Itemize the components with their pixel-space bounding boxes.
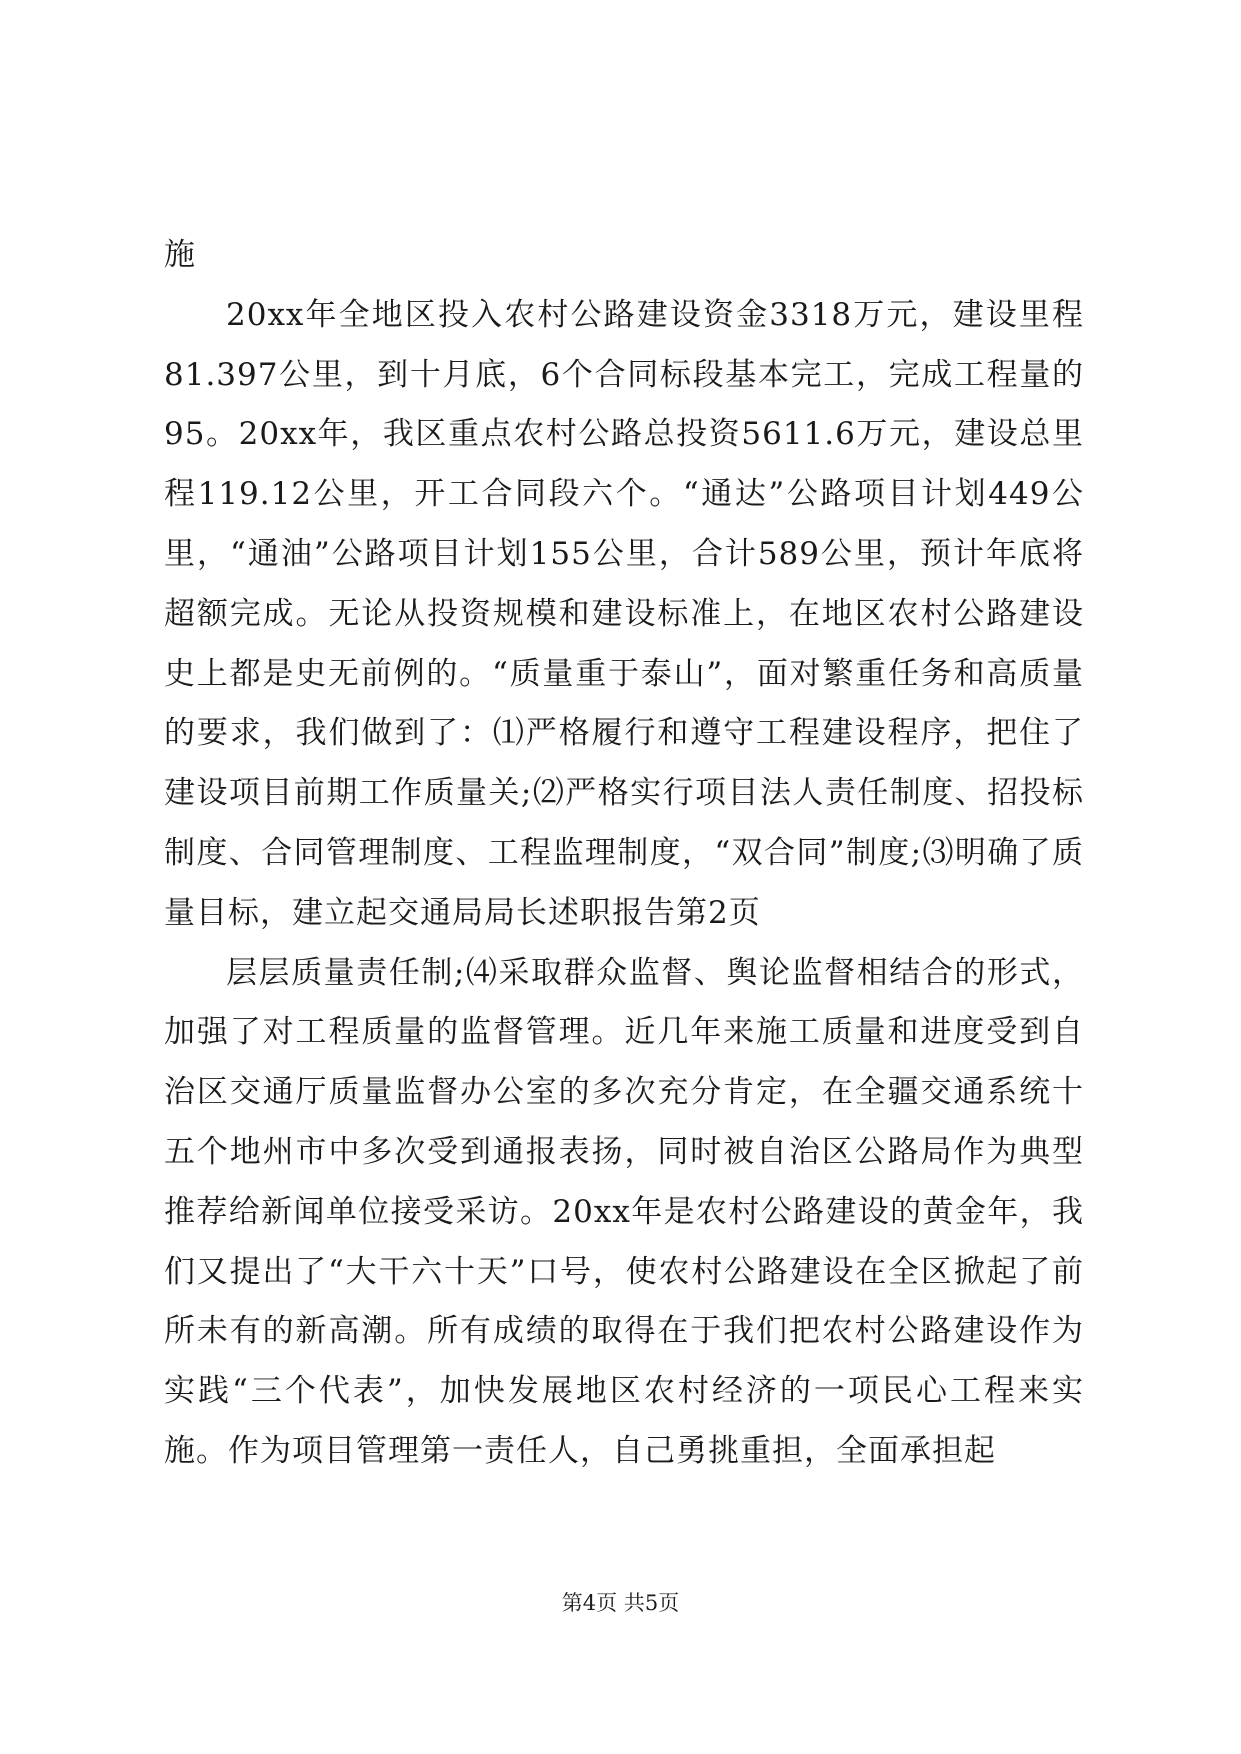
paragraph-construction-investment: 20xx年全地区投入农村公路建设资金3318万元，建设里程81.397公里，到十月底，6个合同标段基本完工，完成工程量的95。20xx年，我区重点农村公路总投资5611.6万元，建设总里程119.12公里，开工合同段六个。“通达”公路项目计划449公里，“通油”公路项目计划155公里，合计589公里，预计年底将超额完成。无论从投资规模和建设标准上，在地区农村公路建设史上都是史无前例的。“质量重于泰山”，面对繁重任务和高质量的要求，我们做到了：⑴严格履行和遵守工程建设程序，把住了建设项目前期工作质量关;⑵严格实行项目法人责任制度、招投标制度、合同管理制度、工程监理制度，“双合同”制度;⑶明确了质量目标，建立起交通局局长述职报告第2页 [164, 296, 1084, 931]
paragraph-quality-responsibility: 层层质量责任制;⑷采取群众监督、舆论监督相结合的形式，加强了对工程质量的监督管理。近几年来施工质量和进度受到自治区交通厅质量监督办公室的多次充分肯定，在全疆交通系统十五个地州市中多次受到通报表扬，同时被自治区公路局作为典型推荐给新闻单位接受采访。20xx年是农村公路建设的黄金年，我们又提出了“大干六十天”口号，使农村公路建设在全区掀起了前所未有的新高潮。所有成绩的取得在于我们把农村公路建设作为实践“三个代表”，加快发展地区农村经济的一项民心工程来实施。作为项目管理第一责任人，自己勇挑重担，全面承担起 [164, 954, 1084, 1469]
paragraph-continuation: 施 [164, 237, 196, 273]
body-text [164, 226, 1084, 1482]
page-footer: 第4页 共5页 [561, 1591, 680, 1615]
